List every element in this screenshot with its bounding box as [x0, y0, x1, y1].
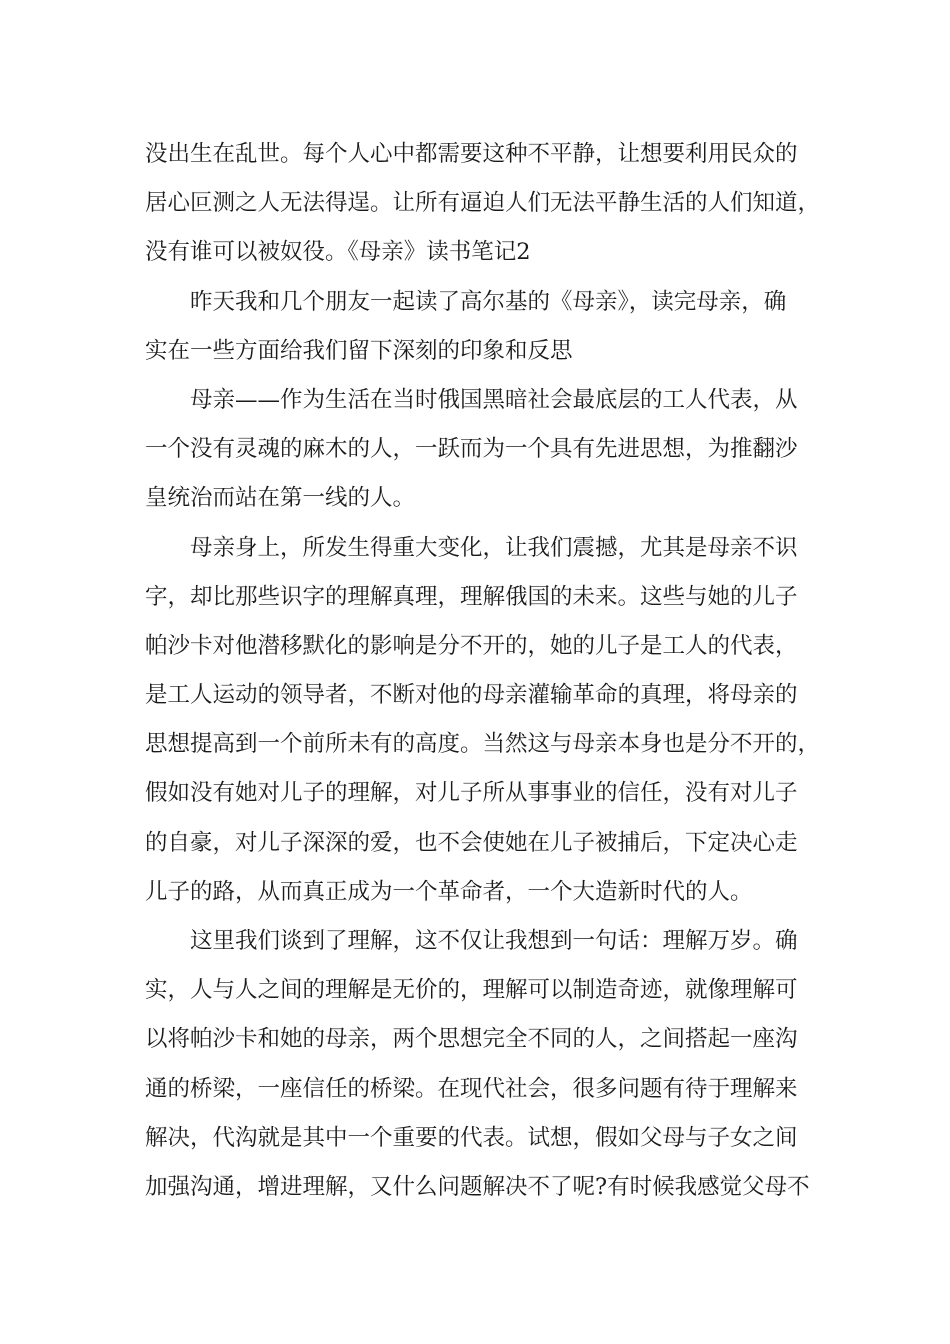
text-line: 这里我们谈到了理解，这不仅让我想到一句话：理解万岁。确 [190, 928, 798, 954]
text-line: 是工人运动的领导者，不断对他的母亲灌输革命的真理，将母亲的 [145, 682, 798, 709]
paragraph-5 [145, 917, 815, 1212]
text-line: 实，人与人之间的理解是无价的，理解可以制造奇迹，就像理解可 [145, 977, 798, 1004]
body-text [145, 130, 821, 1212]
text-line: 昨天我和几个朋友一起读了高尔基的《母亲》，读完母亲，确 [190, 288, 787, 315]
text-line: 实在一些方面给我们留下深刻的印象和反思 [145, 337, 573, 364]
text-line: 解决，代沟就是其中一个重要的代表。试想，假如父母与子女之间 [145, 1124, 798, 1151]
text-line: 通的桥梁，一座信任的桥梁。在现代社会，很多问题有待于理解来 [145, 1075, 798, 1102]
text-line: 加强沟通，增进理解，又什么问题解决不了呢?有时候我感觉父母不 [145, 1173, 810, 1200]
text-line: 没有谁可以被奴役。《母亲》读书笔记2 [145, 239, 531, 266]
text-line: 思想提高到一个前所未有的高度。当然这与母亲本身也是分不开的， [145, 731, 821, 758]
text-line: 皇统治而站在第一线的人。 [145, 485, 416, 512]
text-line: 母亲身上，所发生得重大变化，让我们震撼，尤其是母亲不识 [190, 534, 798, 561]
text-line: 字，却比那些识字的理解真理，理解俄国的未来。这些与她的儿子 [145, 583, 798, 610]
paragraph-4 [145, 524, 821, 918]
text-line: 假如没有她对儿子的理解，对儿子所从事事业的信任，没有对儿子 [145, 780, 798, 807]
text-line: 一个没有灵魂的麻木的人，一跃而为一个具有先进思想，为推翻沙 [145, 436, 798, 463]
text-line: 母亲——作为生活在当时俄国黑暗社会最底层的工人代表，从 [190, 386, 798, 413]
text-line: 以将帕沙卡和她的母亲，两个思想完全不同的人，之间搭起一座沟 [145, 1026, 798, 1053]
paragraph-3 [145, 376, 815, 524]
text-line: 没出生在乱世。每个人心中都需要这种不平静，让想要利用民众的 [145, 141, 798, 167]
text-line: 的自豪，对儿子深深的爱，也不会使她在儿子被捕后，下定决心走 [145, 829, 798, 856]
text-line: 居心叵测之人无法得逞。让所有逼迫人们无法平静生活的人们知道， [145, 190, 821, 217]
text-line: 儿子的路，从而真正成为一个革命者，一个大造新时代的人。 [145, 878, 753, 905]
text-line: 帕沙卡对他潜移默化的影响是分不开的，她的儿子是工人的代表， [145, 632, 798, 659]
paragraph-1 [145, 130, 821, 278]
paragraph-2 [145, 278, 815, 376]
